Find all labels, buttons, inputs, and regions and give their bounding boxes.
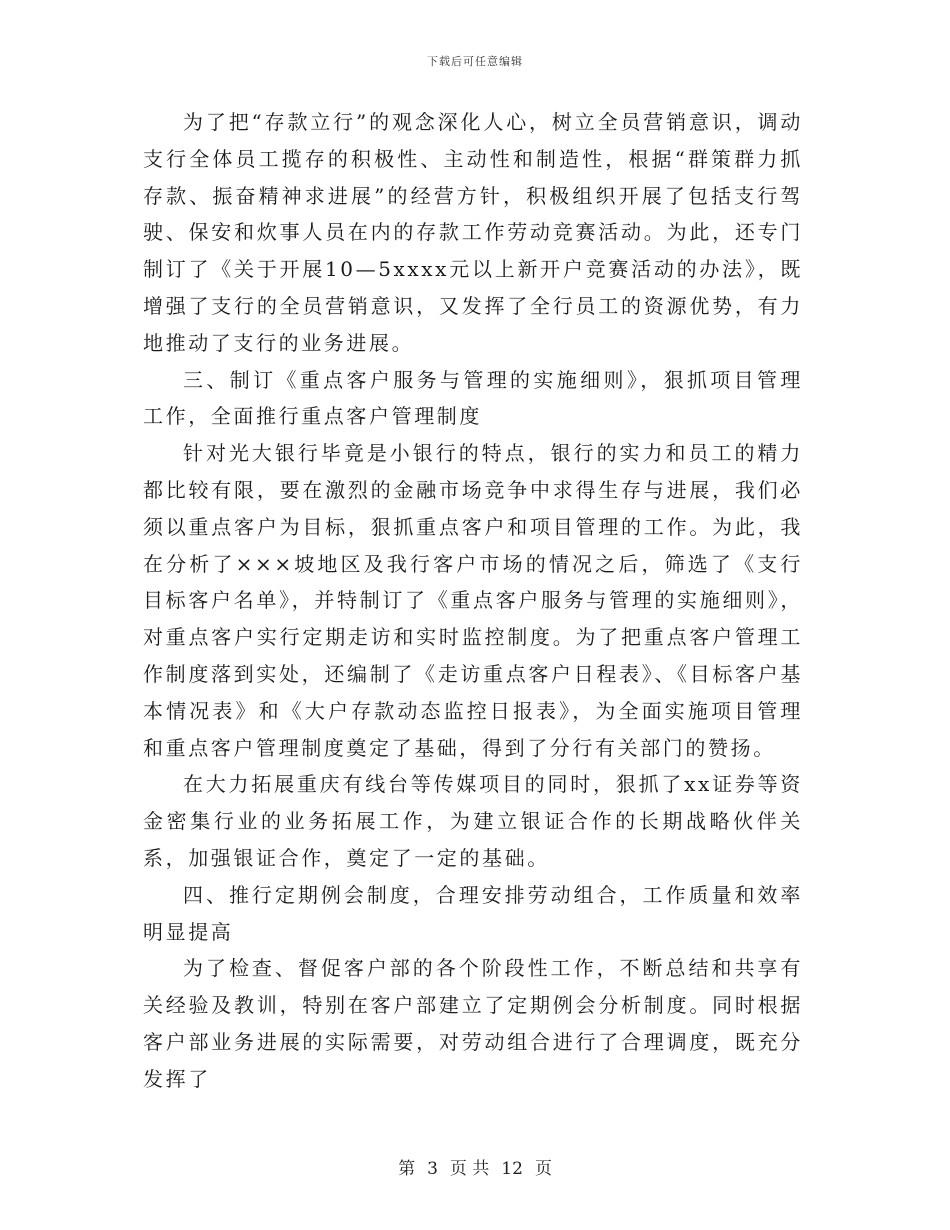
paragraph-media-projects: 在大力拓展重庆有线台等传媒项目的同时，狠抓了xx证券等资金密集行业的业务拓展工作，为建立银证合作的长期战略伙伴关系，加强银证合作，奠定了一定的基础。 — [143, 772, 803, 870]
footer-total-pages: 12 — [501, 1159, 523, 1179]
footer-prefix: 第 — [398, 1159, 416, 1179]
section-heading-four: 四、推行定期例会制度，合理安排劳动组合，工作质量和效率明显提高 — [143, 882, 803, 944]
footer-middle: 页 共 — [449, 1159, 490, 1179]
footer-page-number: 3 — [427, 1159, 438, 1179]
section-heading-three: 三、制订《重点客户服务与管理的实施细则》，狠抓项目管理工作，全面推行重点客户管理制度 — [143, 367, 803, 429]
document-body — [143, 104, 803, 1098]
paragraph-regular-meetings: 为了检查、督促客户部的各个阶段性工作，不断总结和共享有关经验及教训，特别在客户部建立了定期例会分析制度。同时根据客户部业务进展的实际需要，对劳动组合进行了合理调度，既充分发挥了 — [143, 956, 803, 1091]
page-header: 下载后可任意编辑 — [427, 55, 523, 68]
page-footer — [0, 1154, 950, 1179]
paragraph-key-clients: 针对光大银行毕竟是小银行的特点，银行的实力和员工的精力都比较有限，要在激烈的金融市场竞争中求得生存与进展，我们必须以重点客户为目标，狠抓重点客户和项目管理的工作。为此，我在分析了×××坡地区及我行客户市场的情况之后，筛选了《支行目标客户名单》，并特制订了《重点客户服务与管理的实施细则》，对重点客户实行定期走访和实时监控制度。为了把重点客户管理工作制度落到实处，还编制了《走访重点客户日程表》、《目标客户基本情况表》和《大户存款动态监控日报表》，为全面实施项目管理和重点客户管理制度奠定了基础，得到了分行有关部门的赞扬。 — [143, 441, 803, 760]
paragraph-deposit-campaign: 为了把“存款立行”的观念深化人心，树立全员营销意识，调动支行全体员工揽存的积极性、主动性和制造性，根据“群策群力抓存款、振奋精神求进展”的经营方针，积极组织开展了包括支行驾驶、保安和炊事人员在内的存款工作劳动竞赛活动。为此，还专门制订了《关于开展10—5xxxx元以上新开户竞赛活动的办法》，既增强了支行的全员营销意识，又发挥了全行员工的资源优势，有力地推动了支行的业务进展。 — [143, 110, 803, 355]
footer-suffix: 页 — [534, 1159, 552, 1179]
